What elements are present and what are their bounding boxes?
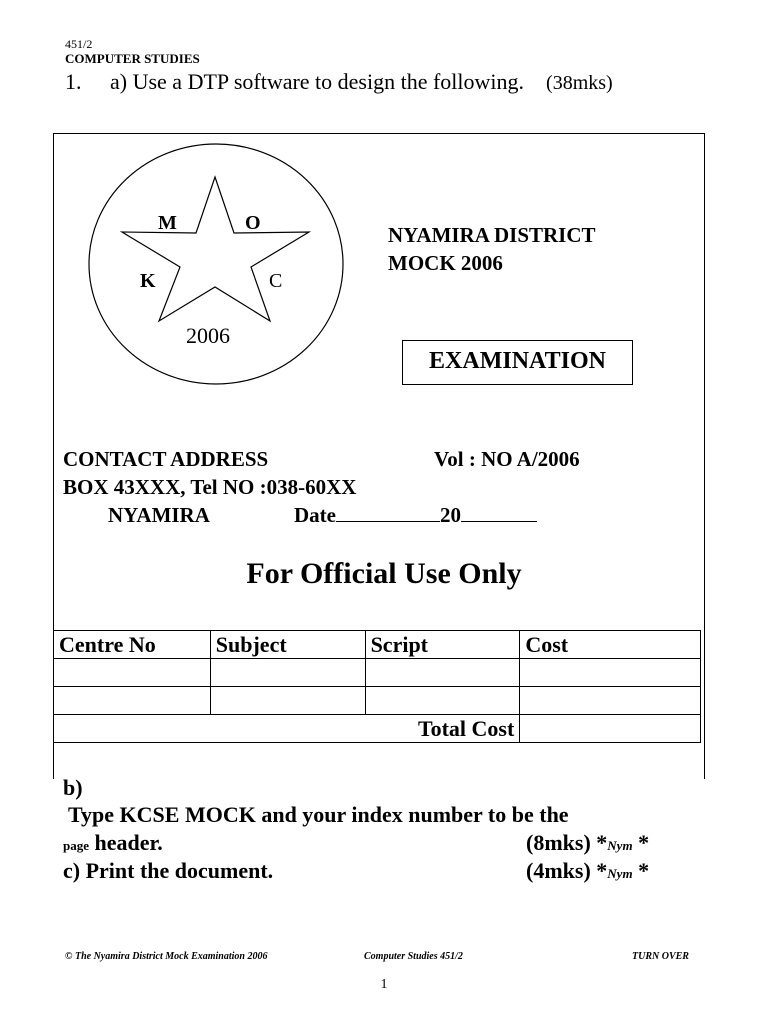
task-b-header-word: header. — [94, 830, 163, 855]
seal-logo — [88, 143, 344, 385]
task-b-line1: Type KCSE MOCK and your index number to be the — [68, 802, 569, 827]
year-blank — [461, 503, 537, 522]
date-line — [294, 503, 537, 528]
seal-letter-m: M — [158, 212, 177, 234]
seal-letter-o: O — [245, 212, 261, 234]
table-cell — [520, 687, 701, 715]
official-use-table — [53, 630, 701, 743]
task-c-marks-value: (4mks) * — [526, 858, 608, 883]
examination-box — [402, 340, 633, 385]
total-cost-cell — [520, 715, 701, 743]
date-year: 20 — [439, 503, 461, 527]
table-header-script: Script — [365, 631, 520, 659]
star-icon — [122, 177, 309, 321]
task-b-marks-value: (8mks) * — [526, 830, 608, 855]
table-total-row — [54, 715, 701, 743]
table-header-subject: Subject — [210, 631, 365, 659]
table-cell — [365, 659, 520, 687]
table-row — [54, 687, 701, 715]
question-marks: (38mks) — [546, 72, 613, 94]
footer-subject: Computer Studies 451/2 — [364, 951, 463, 962]
task-b-line2 — [63, 830, 163, 856]
official-use-heading: For Official Use Only — [246, 557, 522, 590]
table-cell — [54, 687, 211, 715]
task-c-marks — [526, 858, 649, 884]
table-cell — [520, 659, 701, 687]
mock-heading: MOCK 2006 — [388, 251, 503, 275]
task-c-text: Print the document. — [85, 858, 274, 883]
date-label: Date — [294, 503, 336, 527]
task-c-label: c) — [63, 858, 81, 883]
total-cost-label: Total Cost — [54, 715, 520, 743]
task-c — [63, 858, 273, 884]
table-header-cost: Cost — [520, 631, 701, 659]
volume-number: Vol : NO A/2006 — [434, 447, 580, 471]
task-b-label: b) — [63, 775, 83, 800]
subject-title: COMPUTER STUDIES — [65, 51, 200, 66]
table-cell — [365, 687, 520, 715]
date-blank — [336, 503, 440, 522]
box-tel-line: BOX 43XXX, Tel NO :038-60XX — [63, 475, 357, 499]
table-cell — [210, 659, 365, 687]
task-c-nym: Nym — [607, 866, 633, 881]
question-number: 1. — [65, 69, 82, 94]
seal-letter-c: C — [269, 270, 283, 292]
question-text: a) Use a DTP software to design the following. — [110, 69, 525, 94]
town-name: NYAMIRA — [108, 503, 210, 527]
table-header-row — [54, 631, 701, 659]
table-cell — [54, 659, 211, 687]
footer-turn-over: TURN OVER — [632, 951, 689, 962]
page-number: 1 — [380, 977, 388, 992]
task-b-star: * — [638, 830, 650, 855]
seal-letter-k: K — [140, 270, 156, 292]
footer-copyright: © The Nyamira District Mock Examination 2006 — [65, 951, 268, 962]
district-heading: NYAMIRA DISTRICT — [388, 223, 596, 247]
question-1 — [65, 69, 613, 95]
table-header-centre-no: Centre No — [54, 631, 211, 659]
task-c-star: * — [638, 858, 650, 883]
task-b-page-word: page — [63, 838, 89, 853]
task-b-marks — [526, 830, 649, 856]
table-cell — [210, 687, 365, 715]
contact-address-label: CONTACT ADDRESS — [63, 447, 269, 471]
paper-code: 451/2 — [65, 37, 93, 51]
table-row — [54, 659, 701, 687]
examination-label: EXAMINATION — [429, 348, 606, 374]
seal-year: 2006 — [186, 323, 230, 348]
task-b-nym: Nym — [607, 838, 633, 853]
